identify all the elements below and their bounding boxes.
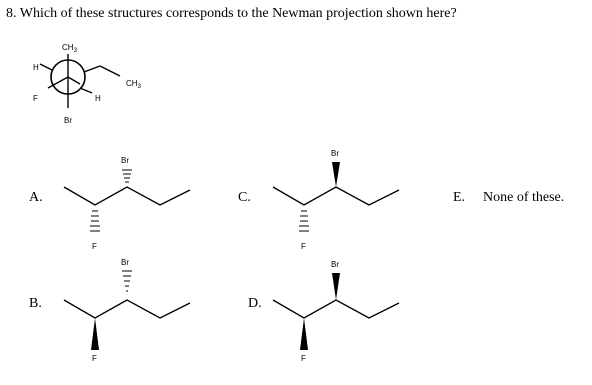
a-label-top: Br: [121, 156, 129, 165]
question-body: Which of these structures corresponds to the Newman projection shown here?: [19, 6, 457, 21]
newman-label-top: $CH_3$: [62, 43, 77, 54]
structure-d: [273, 260, 399, 363]
newman-label-front-left: F: [33, 94, 38, 103]
hash-bond-bottom-a: [90, 211, 100, 231]
option-b-letter: B.: [29, 296, 42, 311]
newman-label-back-right: H: [95, 94, 101, 103]
b-label-bottom: F: [92, 354, 97, 363]
question-number: 8.: [6, 6, 17, 21]
c-label-bottom: F: [301, 242, 306, 251]
d-label-bottom: F: [301, 354, 306, 363]
c-label-top: Br: [331, 149, 339, 158]
a-label-bottom: F: [92, 242, 97, 251]
newman-projection: [33, 43, 142, 125]
structure-b: [64, 258, 190, 363]
option-e-letter: E.: [453, 190, 466, 205]
wedge-bond-bottom-d: [300, 318, 308, 350]
hash-bond-top-b: [122, 271, 132, 291]
d-label-top: Br: [331, 260, 339, 269]
newman-label-chain: $CH_3$: [126, 79, 141, 90]
option-c-letter: C.: [238, 190, 251, 205]
structure-c: [273, 149, 399, 251]
option-e-text: None of these.: [483, 190, 565, 205]
hash-bond-top-a: [122, 170, 132, 182]
structure-a: [64, 156, 190, 251]
wedge-bond-bottom-b: [91, 318, 99, 350]
newman-label-back-left: H: [33, 63, 39, 72]
newman-label-bottom: Br: [64, 116, 72, 125]
option-d-letter: D.: [248, 296, 262, 311]
wedge-bond-top-d: [332, 273, 340, 300]
b-label-top: Br: [121, 258, 129, 267]
option-a-letter: A.: [29, 190, 43, 205]
hash-bond-bottom-c: [299, 211, 309, 231]
wedge-bond-top-c: [332, 162, 340, 187]
